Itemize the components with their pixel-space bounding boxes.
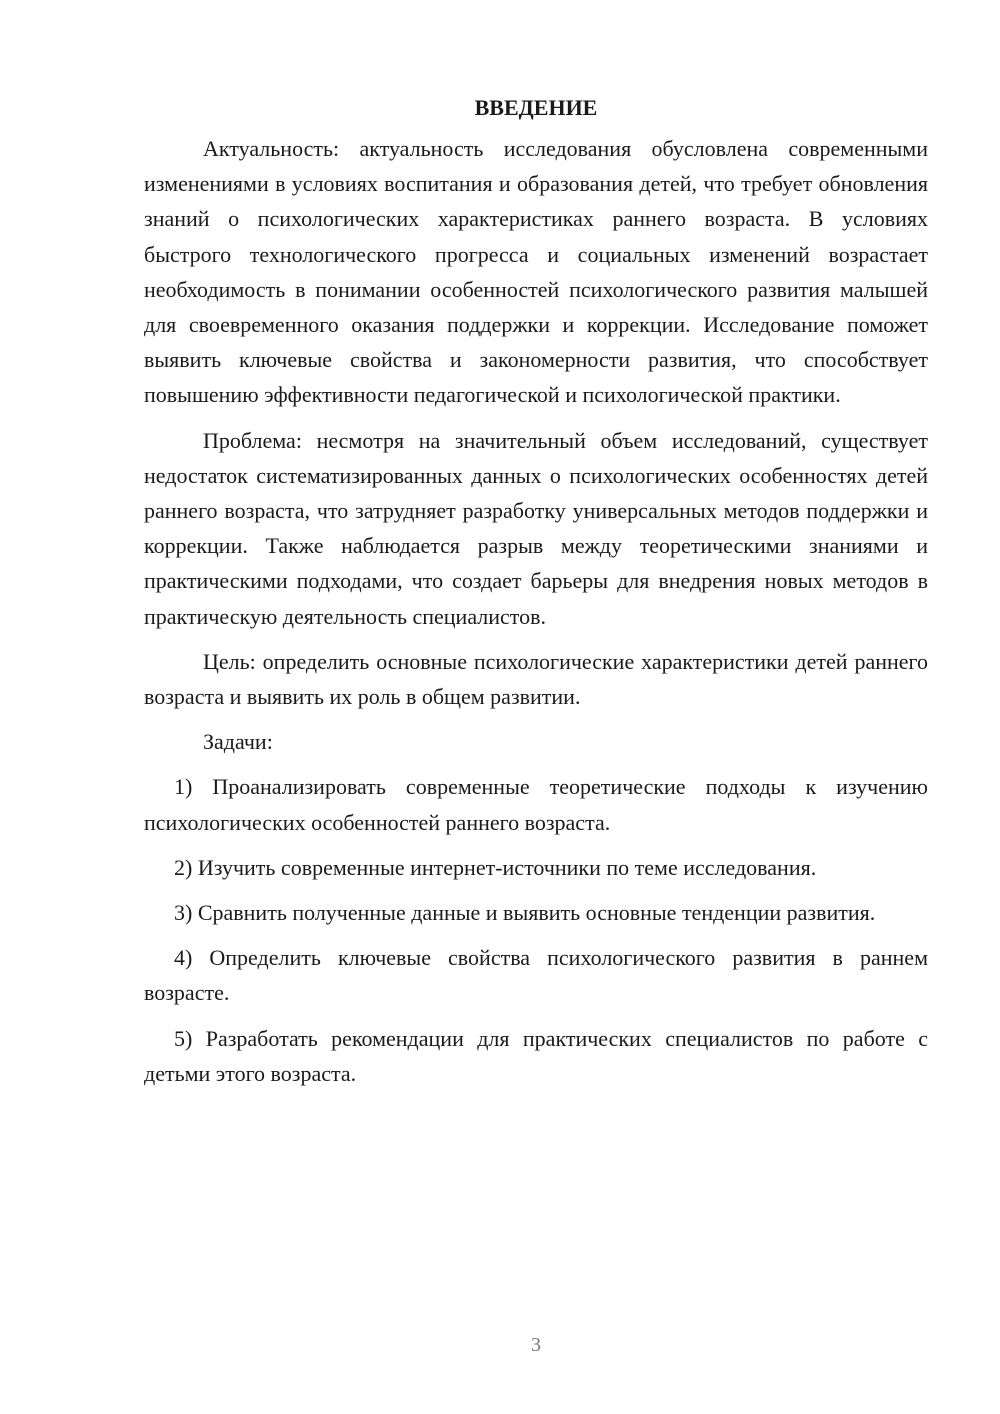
task-item: 3) Сравнить полученные данные и выявить основные тенденции развития. — [174, 900, 876, 926]
problem-paragraph: Проблема: несмотря на значительный объем исследований, существует недостаток систематизированных данных о психологических особенностях детей раннего возраста, что затрудняет разработку универсальных методов поддержки и коррекции. Также наблюдается разрыв между теоретическими знаниями и практическими подходами, что создает барьеры для внедрения новых методов в практическую деятельность специалистов. — [144, 427, 928, 629]
goal-paragraph: Цель: определить основные психологические характеристики детей раннего возраста и выявить их роль в общем развитии. — [144, 648, 928, 710]
tasks-label: Задачи: — [203, 729, 273, 755]
section-heading: ВВЕДЕНИЕ — [474, 95, 598, 120]
relevance-paragraph: Актуальность: актуальность исследования обусловлена современными изменениями в условиях воспитания и образования детей, что требует обновления знаний о психологических характеристиках раннего возраста. В условиях быстрого технологического прогресса и социальных изменений возрастает необходимость в понимании особенностей психологического развития малышей для своевременного оказания поддержки и коррекции. Исследование поможет выявить ключевые свойства и закономерности развития, что способствует повышению эффективности педагогической и психологической практики. — [144, 136, 928, 408]
task-item: 1) Проанализировать современные теоретические подходы к изучению психологических особенностей раннего возраста. — [144, 774, 928, 835]
page-content — [144, 90, 928, 1091]
page-number: 3 — [531, 1334, 541, 1356]
task-item: 5) Разработать рекомендации для практических специалистов по работе с детьми этого возраста. — [144, 1025, 928, 1086]
task-item: 2) Изучить современные интернет-источники по теме исследования. — [174, 854, 817, 880]
task-item: 4) Определить ключевые свойства психологического развития в раннем возрасте. — [144, 945, 928, 1006]
